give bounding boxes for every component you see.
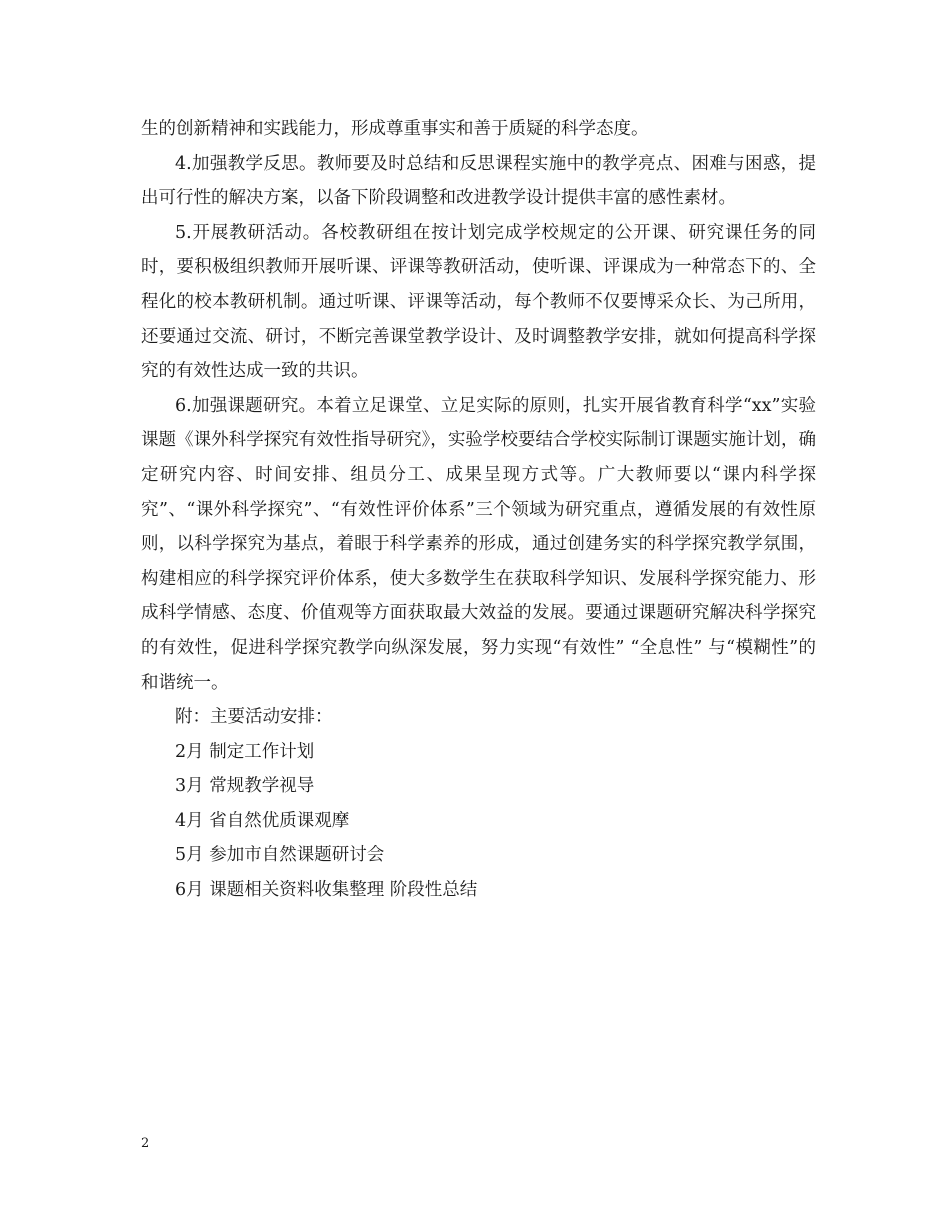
paragraph-teaching-research: 5.开展教研活动。各校教研组在按计划完成学校规定的公开课、研究课任务的同时，要积极组织教师开展听课、评课等教研活动，使听课、评课成为一种常态下的、全程化的校本教研机制。通过听课、评课等活动，每个教师不仅要博采众长、为己所用，还要通过交流、研讨，不断完善课堂教学设计、及时调整教学安排，就如何提高科学探究的有效性达成一致的共识。 (141, 222, 816, 382)
paragraph-topic-research: 6.加强课题研究。本着立足课堂、立足实际的原则，扎实开展省教育科学“xx”实验课题《课外科学探究有效性指导研究》，实验学校要结合学校实际制订课题实施计划，确定研究内容、时间安排、组员分工、成果呈现方式等。广大教师要以“课内科学探究”、“课外科学探究”、“有效性评价体系”三个领域为研究重点，遵循发展的有效性原则，以科学探究为基点，着眼于科学素养的形成，通过创建务实的科学探究教学氛围，构建相应的科学探究评价体系，使大多数学生在获取科学知识、发展科学探究能力、形成科学情感、态度、价值观等方面获取最大效益的发展。要通过课题研究解决科学探究的有效性，促进科学探究教学向纵深发展，努力实现“有效性” “全息性” 与“模糊性”的和谐统一。 (141, 395, 816, 693)
schedule-item-may: 5月 参加市自然课题研讨会 (175, 845, 385, 866)
body-text (141, 112, 816, 908)
schedule-item-february: 2月 制定工作计划 (175, 741, 315, 762)
schedule-item-june: 6月 课题相关资料收集整理 阶段性总结 (175, 880, 478, 901)
paragraph-teaching-reflection: 4.加强教学反思。教师要及时总结和反思课程实施中的教学亮点、困难与困惑，提出可行性的解决方案，以备下阶段调整和改进教学设计提供丰富的感性素材。 (141, 153, 816, 209)
schedule-heading: 附：主要活动安排： (175, 707, 333, 728)
schedule-item-april: 4月 省自然优质课观摩 (175, 810, 350, 831)
schedule-item-march: 3月 常规教学视导 (175, 776, 315, 797)
page-number: 2 (141, 1136, 150, 1151)
paragraph-continuation: 生的创新精神和实践能力，形成尊重事实和善于质疑的科学态度。 (141, 119, 649, 139)
